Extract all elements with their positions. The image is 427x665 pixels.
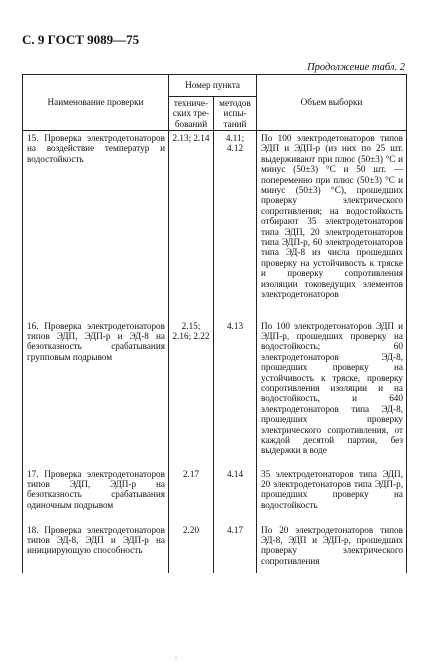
header-tech-requirements: техниче-ских тре-бований — [169, 97, 214, 131]
row-sample-volume: По 100 электродетонаторов ЭДП и ЭДП-р, прошедших проверку на водостойкость; 60 электродетонаторов ЭД-8, прошедших проверку на устойчивость к тряске, проверку сопротивления изоляции и на водостойкость, и 640 электродетонаторов типа ЭД-8, прошедших проверку электрического сопротивления, от каждой десятой партии, без выдержки в воде — [257, 321, 407, 469]
row-test-methods: 4.13 — [214, 321, 257, 469]
table-row — [23, 469, 407, 525]
row-check-name: 18. Проверка электродетонаторов типов ЭД-8, ЭДП и ЭДП-р на инициирующую способность — [23, 525, 169, 573]
table-row — [23, 131, 407, 321]
header-check-name: Наименование проверки — [23, 75, 169, 131]
row-check-name: 16. Проверка электродетонаторов типов ЭДП, ЭДП-р и ЭД-8 на безотказность срабатывания групповым подрывом — [23, 321, 169, 469]
row-tech-requirements: 2.17 — [169, 469, 214, 525]
header-item-number: Номер пункта — [169, 75, 257, 97]
page-header: С. 9 ГОСТ 9089—75 — [22, 32, 140, 47]
table-continued-label: Продолжение табл. 2 — [307, 62, 405, 73]
page-footer-mark: . — [175, 651, 177, 660]
row-test-methods: 4.14 — [214, 469, 257, 525]
row-test-methods: 4.17 — [214, 525, 257, 573]
table-row — [23, 525, 407, 573]
row-tech-requirements: 2.15; 2.16; 2.22 — [169, 321, 214, 469]
row-check-name: 15. Проверка электродетонаторов на воздействие температур и водостойкость — [23, 131, 169, 321]
row-sample-volume: По 20 электродетонаторов типов ЭД-8, ЭДП и ЭДП-р, прошедших проверку электрического сопротивления — [257, 525, 407, 573]
row-sample-volume: 35 электродетонаторов типа ЭДП, 20 электродетонаторов типа ЭДП-р, прошедших проверку на водостойкость — [257, 469, 407, 525]
table-row — [23, 321, 407, 469]
row-sample-volume: По 100 электродетонаторов типов ЭДП и ЭДП-р (из них по 25 шт. выдерживают при плюс (50±3) °С и минус (50±3) °С и 50 шт. — попеременно при плюс (50±3) °С и минус (50±3) °С), прошедших проверку электрического сопротивления; на водостойкость отбирают 35 электродетонаторов типа ЭДП, 20 электродетонаторов типа ЭДП-р, 60 электродетонаторов типа ЭД-8 из числа прошедших проверку на устойчивость к тряске и проверку сопротивления изоляции токоведущих элементов электродетонаторов — [257, 131, 407, 321]
header-test-methods: методов испы-таний — [214, 97, 257, 131]
inspection-table — [22, 74, 407, 573]
row-test-methods: 4.11; 4.12 — [214, 131, 257, 321]
row-tech-requirements: 2.20 — [169, 525, 214, 573]
row-tech-requirements: 2.13; 2.14 — [169, 131, 214, 321]
table-header — [23, 75, 407, 131]
row-check-name: 17. Проверка электродетонаторов типов ЭДП, ЭДП-р на безотказность срабатывания одиночным подрывом — [23, 469, 169, 525]
header-sample-volume: Объем выборки — [257, 75, 407, 131]
